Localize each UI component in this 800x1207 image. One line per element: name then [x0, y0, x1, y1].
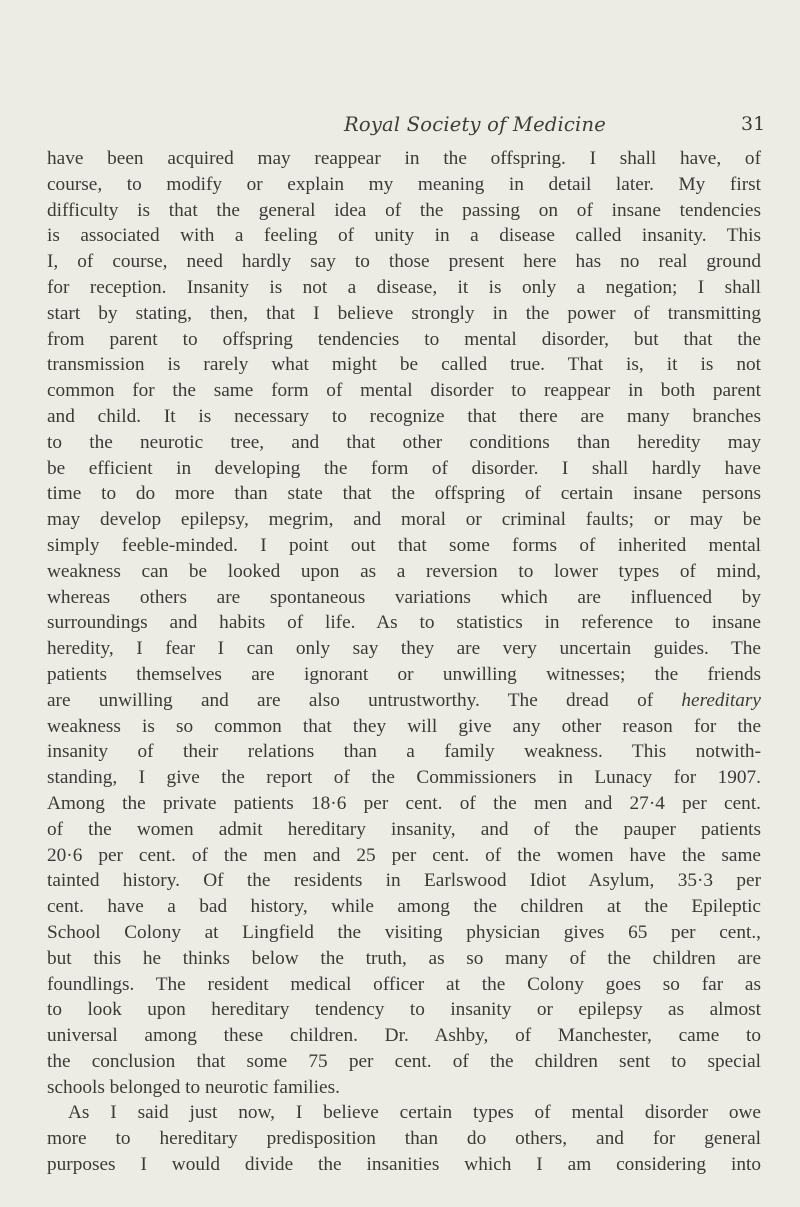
body-text — [47, 146, 761, 1178]
text-line: common for the same form of mental disorder to reappear in both parent — [47, 380, 761, 402]
text-line: more to hereditary predisposition than do others, and for general — [47, 1128, 761, 1150]
text-line: is associated with a feeling of unity in a disease called insanity. This — [47, 225, 761, 247]
text-line: but this he thinks below the truth, as so many of the children are — [47, 947, 761, 969]
text-line-with-italic — [47, 688, 761, 714]
text-line: the conclusion that some 75 per cent. of the children sent to special — [47, 1050, 761, 1072]
text-line: transmission is rarely what might be called true. That is, it is not — [47, 354, 761, 376]
text-line: weakness can be looked upon as a reversion to lower types of mind, — [47, 560, 761, 582]
text-line: to look upon hereditary tendency to insanity or epilepsy as almost — [47, 999, 761, 1021]
text-line: patients themselves are ignorant or unwilling witnesses; the friends — [47, 663, 761, 685]
text-line: for reception. Insanity is not a disease, it is only a negation; I shall — [47, 276, 761, 298]
text-line: simply feeble-minded. I point out that some forms of inherited mental — [47, 534, 761, 556]
text-line: insanity of their relations than a family weakness. This notwith- — [47, 741, 761, 763]
text-line: may develop epilepsy, megrim, and moral or criminal faults; or may be — [47, 509, 761, 531]
text-line: surroundings and habits of life. As to statistics in reference to insane — [47, 612, 761, 634]
text-line: be efficient in developing the form of disorder. I shall hardly have — [47, 457, 761, 479]
text-line: foundlings. The resident medical officer at the Colony goes so far as — [47, 973, 761, 995]
text-line: start by stating, then, that I believe strongly in the power of transmitting — [47, 302, 761, 324]
text-line: difficulty is that the general idea of the passing on of insane tendencies — [47, 199, 761, 221]
text-line: I, of course, need hardly say to those present here has no real ground — [47, 251, 761, 273]
text-line: purposes I would divide the insanities which I am considering into — [47, 1154, 761, 1176]
text-line: to the neurotic tree, and that other conditions than heredity may — [47, 431, 761, 453]
text-line: 20·6 per cent. of the men and 25 per cent. of the women have the same — [47, 844, 761, 866]
paragraph-end-line: schools belonged to neurotic families. — [47, 1076, 340, 1098]
italic-emphasis: hereditary — [681, 689, 761, 711]
text-line: Among the private patients 18·6 per cent. of the men and 27·4 per cent. — [47, 792, 761, 814]
text-line: cent. have a bad history, while among the children at the Epileptic — [47, 896, 761, 918]
text-line: from parent to offspring tendencies to mental disorder, but that the — [47, 328, 761, 350]
text-line: standing, I give the report of the Commissioners in Lunacy for 1907. — [47, 767, 761, 789]
text-line: universal among these children. Dr. Ashby, of Manchester, came to — [47, 1025, 761, 1047]
text-line: weakness is so common that they will give any other reason for the — [47, 715, 761, 737]
text-line: have been acquired may reappear in the offspring. I shall have, of — [47, 148, 761, 169]
text-line: School Colony at Lingfield the visiting physician gives 65 per cent., — [47, 921, 761, 943]
text-line: course, to modify or explain my meaning in detail later. My first — [47, 173, 761, 195]
running-head — [0, 113, 800, 143]
text-line: heredity, I fear I can only say they are very uncertain guides. The — [47, 638, 761, 660]
journal-title: Royal Society of Medicine — [344, 113, 606, 136]
text-line: time to do more than state that the offspring of certain insane persons — [47, 483, 761, 505]
page-number: 31 — [741, 113, 766, 135]
text-line: tainted history. Of the residents in Earlswood Idiot Asylum, 35·3 per — [47, 870, 761, 892]
text-run: are unwilling and are also untrustworthy. The dread of — [47, 689, 654, 711]
text-line: whereas others are spontaneous variations which are influenced by — [47, 586, 761, 608]
text-line: and child. It is necessary to recognize that there are many branches — [47, 405, 761, 427]
paragraph-first-line: As I said just now, I believe certain types of mental disorder owe — [68, 1102, 761, 1124]
text-line: of the women admit hereditary insanity, and of the pauper patients — [47, 818, 761, 840]
